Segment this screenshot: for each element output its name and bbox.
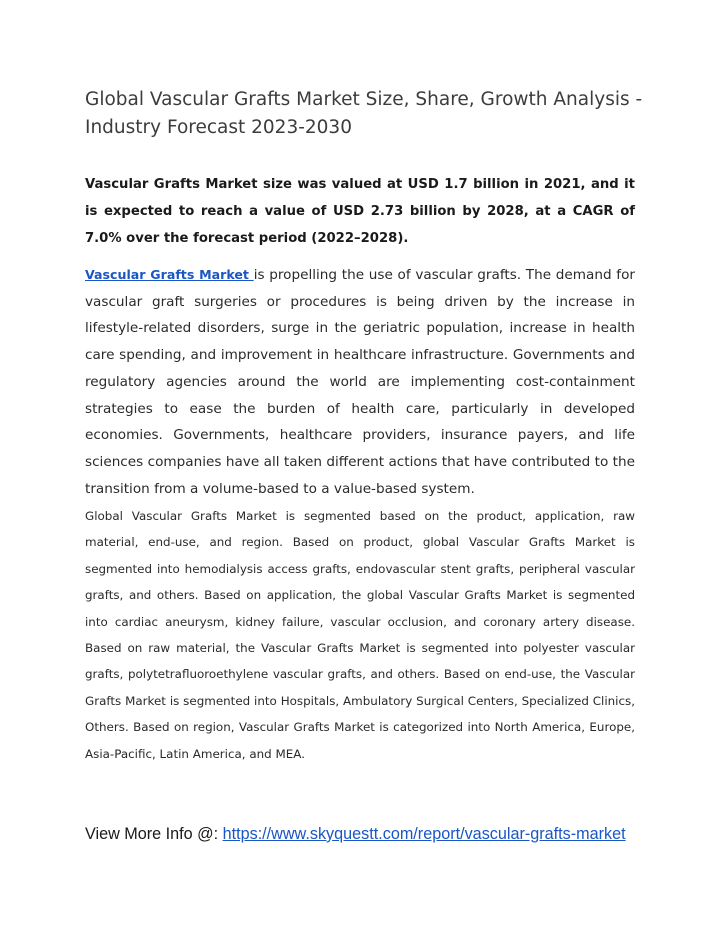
page-title: Global Vascular Grafts Market Size, Share, Growth Analysis - Industry Forecast 2023-2030 — [85, 89, 643, 138]
segmentation-paragraph: Global Vascular Grafts Market is segmented based on the product, application, raw material, end-use, and region. Based on product, global Vascular Grafts Market is segmented into hemodialysis access grafts, endovascular stent grafts, peripheral vascular grafts, and others. Based on application, the global Vascular Grafts Market is segmented into cardiac aneurysm, kidney failure, vascular occlusion, and coronary artery disease. Based on raw material, the Vascular Grafts Market is segmented into polyester vascular grafts, polytetrafluoroethylene vascular grafts, and others. Based on end-use, the Vascular Grafts Market is segmented into Hospitals, Ambulatory Surgical Centers, Specialized Clinics, Others. Based on region, Vascular Grafts Market is categorized into North America, Europe, Asia-Pacific, Latin America, and MEA. — [85, 509, 635, 761]
view-more-label: View More Info @: — [85, 825, 223, 843]
view-more-line — [85, 822, 645, 846]
market-link[interactable]: Vascular Grafts Market — [85, 267, 254, 282]
intro-paragraph — [85, 262, 635, 502]
intro-paragraph-text: is propelling the use of vascular grafts. The demand for vascular graft surgeries or procedures is being driven by the increase in lifestyle-related disorders, surge in the geriatric population, increase in health care spending, and improvement in healthcare infrastructure. Governments and regulatory agencies around the world are implementing cost-containment strategies to ease the burden of health care, particularly in developed economies. Governments, healthcare providers, insurance payers, and life sciences companies have all taken different actions that have contributed to the transition from a volume-based to a value-based system. — [85, 267, 635, 497]
lead-paragraph: Vascular Grafts Market size was valued at USD 1.7 billion in 2021, and it is expected to reach a value of USD 2.73 billion by 2028, at a CAGR of 7.0% over the forecast period (2022–2028). — [85, 177, 635, 246]
report-url-link[interactable]: https://www.skyquestt.com/report/vascular-grafts-market — [222, 825, 626, 843]
